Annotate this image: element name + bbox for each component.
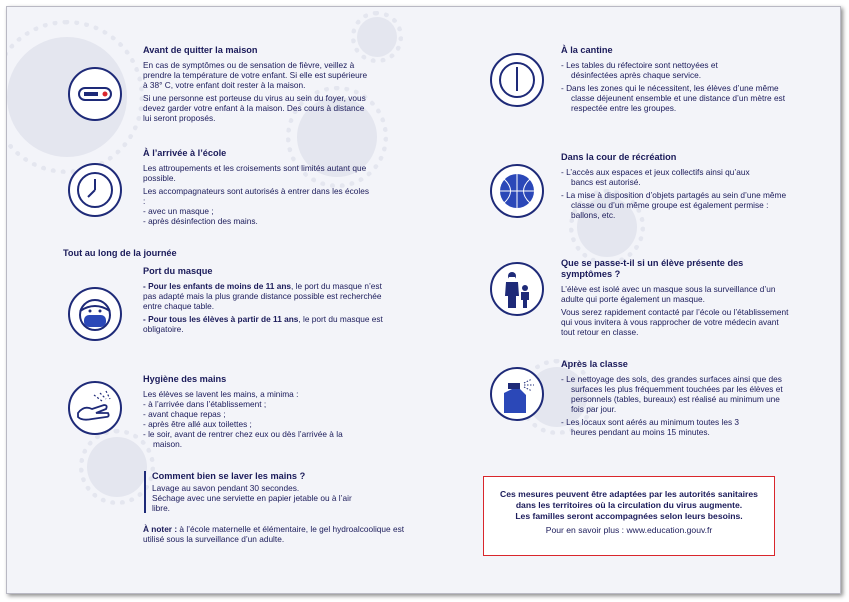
text-how-to-wash-2: Séchage avec une serviette en papier jetable ou à l’air libre. <box>152 493 352 513</box>
text-note-body: à l’école maternelle et élémentaire, le gel hydroalcoolique est utilisé sous la surveillance d’un adulte. <box>143 524 405 544</box>
text-note-label: À noter : <box>143 524 178 534</box>
face-mask-icon <box>68 287 122 341</box>
text-mask-2 <box>143 314 383 334</box>
block-playground <box>561 152 791 223</box>
notice-line-1: Ces mesures peuvent être adaptées par les autorités sanitaires <box>500 489 758 499</box>
heading-mask: Port du masque <box>143 266 213 276</box>
text-mask-2-rest: , le port du masque est obligatoire. <box>143 314 383 334</box>
text-after-class-2: - Les locaux sont aérés au minimum toutes les 3 heures pendant au moins 15 minutes. <box>561 417 740 437</box>
text-mask-2-bold: - Pour tous les élèves à partir de 11 ans <box>143 314 299 324</box>
text-playground-1: - L’accès aux espaces et jeux collectifs ainsi qu’aux bancs est autorisé. <box>561 167 750 187</box>
text-canteen-1: - Les tables du réfectoire sont nettoyées et désinfectées après chaque service. <box>561 60 718 80</box>
section-title-day: Tout au long de la journée <box>63 248 177 258</box>
text-before-leaving-2: Si une personne est porteuse du virus au sein du foyer, vous devez garder votre enfant à la maison. Des cours à distance lui seront proposés. <box>143 93 366 123</box>
text-mask-1-bold: - Pour les enfants de moins de 11 ans <box>143 281 292 291</box>
clock-icon <box>68 163 122 217</box>
block-canteen <box>561 45 791 116</box>
callout-how-to-wash <box>144 471 372 513</box>
leaflet-page <box>6 6 841 594</box>
block-hand-hygiene <box>143 374 383 452</box>
heading-canteen: À la cantine <box>561 45 613 55</box>
text-mask-1-rest: , le port du masque n’est pas adapté mais la plus grande distance possible est recherchée entre chaque table. <box>143 281 382 311</box>
heading-hand-hygiene: Hygiène des mains <box>143 374 227 384</box>
heading-how-to-wash: Comment bien se laver les mains ? <box>152 471 306 481</box>
handwashing-icon <box>68 381 122 435</box>
heading-after-class: Après la classe <box>561 359 628 369</box>
block-before-leaving <box>143 45 373 126</box>
heading-symptoms: Que se passe-t-il si un élève présente des symptômes ? <box>561 258 744 279</box>
text-playground-2: - La mise à disposition d’objets partagés au sein d’une même classe ou d’un même groupe est également permise : ballons, etc. <box>561 190 787 220</box>
clock-icon <box>490 53 544 107</box>
ball-icon <box>490 164 544 218</box>
block-after-class <box>561 359 791 440</box>
text-hygiene-item-2: - avant chaque repas ; <box>143 409 226 419</box>
text-arrival-item-2: - après désinfection des mains. <box>143 216 258 226</box>
heading-before-leaving: Avant de quitter la maison <box>143 45 258 55</box>
text-hygiene-item-4: - le soir, avant de rentrer chez eux ou dès l’arrivée à la maison. <box>143 429 343 449</box>
notice-more-info-link[interactable]: Pour en savoir plus : www.education.gouv.fr <box>545 525 713 535</box>
text-hygiene-item-1: - à l’arrivée dans l’établissement ; <box>143 399 267 409</box>
spray-bottle-icon <box>490 367 544 421</box>
block-note <box>143 524 413 547</box>
text-arrival-item-1: - avec un masque ; <box>143 206 214 216</box>
text-symptoms-1: L’élève est isolé avec un masque sous la surveillance d’un adulte qui porte également un masque. <box>561 284 776 304</box>
block-arrival <box>143 148 373 229</box>
text-symptoms-2: Vous serez rapidement contacté par l’école ou l’établissement qui vous invitera à vous rapprocher de votre médecin avant tout retour en classe. <box>561 307 789 337</box>
notice-line-2: dans les territoires où la circulation du virus augmente. <box>515 500 743 510</box>
thermometer-icon <box>68 67 122 121</box>
text-after-class-1: - Le nettoyage des sols, des grandes surfaces ainsi que des surfaces les plus fréquemment touchées par les élèves et personnels (tables, bureaux) est réalisé au minimum une fois par jour. <box>561 374 783 414</box>
text-canteen-2: - Dans les zones qui le nécessitent, les élèves d’une même classe déjeunent ensemble et une distance d’un mètre est respectée entre les groupes. <box>561 83 786 113</box>
heading-playground: Dans la cour de récréation <box>561 152 677 162</box>
text-mask-1 <box>143 281 383 311</box>
text-before-leaving-1: En cas de symptômes ou de sensation de fièvre, veillez à prendre la température de votre enfant. Si elle est supérieure à 38° C, votre enfant doit rester à la maison. <box>143 60 368 90</box>
text-arrival-1: Les attroupements et les croisements sont limités autant que possible. <box>143 163 367 183</box>
block-symptoms <box>561 258 791 340</box>
text-hygiene-item-3: - après être allé aux toilettes ; <box>143 419 252 429</box>
text-arrival-2: Les accompagnateurs sont autorisés à entrer dans les écoles : <box>143 186 369 206</box>
block-mask <box>143 266 383 337</box>
heading-arrival: À l’arrivée à l’école <box>143 148 227 158</box>
text-hygiene-1: Les élèves se lavent les mains, a minima : <box>143 389 299 399</box>
text-note <box>143 524 413 544</box>
adult-child-icon <box>490 262 544 316</box>
notice-box <box>483 476 775 556</box>
virus-decoration <box>87 437 147 497</box>
notice-line-3: Les familles seront accompagnées selon leurs besoins. <box>515 511 743 521</box>
text-how-to-wash-1: Lavage au savon pendant 30 secondes. <box>152 483 300 493</box>
